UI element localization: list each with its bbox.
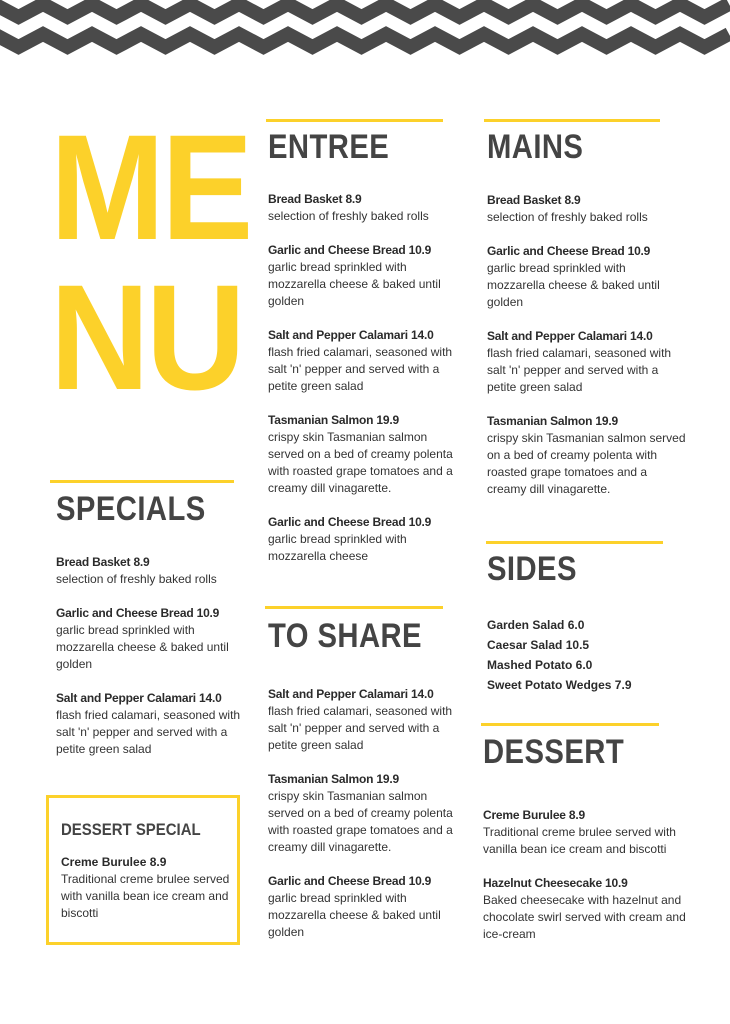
menu-item-name: Bread Basket 8.9 bbox=[487, 193, 581, 207]
menu-item bbox=[268, 686, 460, 754]
menu-item-description: flash fried calamari, seasoned with salt 'n' pepper and served with a petite green salad bbox=[487, 346, 672, 394]
menu-item bbox=[487, 243, 687, 311]
menu-item bbox=[268, 412, 458, 497]
sides-list bbox=[487, 615, 687, 695]
dessert-special-item-name: Creme Burulee 8.9 bbox=[61, 855, 167, 869]
to-share-heading: TO SHARE bbox=[268, 617, 423, 655]
menu-item-description: garlic bread sprinkled with mozzarella cheese & baked until golden bbox=[56, 623, 229, 671]
side-item: Sweet Potato Wedges 7.9 bbox=[487, 678, 632, 692]
entree-list bbox=[268, 191, 458, 582]
menu-item bbox=[268, 327, 458, 395]
menu-item-description: selection of freshly baked rolls bbox=[56, 572, 217, 586]
menu-item-description: garlic bread sprinkled with mozzarella cheese & baked until golden bbox=[268, 260, 441, 308]
menu-item-description: selection of freshly baked rolls bbox=[487, 210, 648, 224]
specials-rule bbox=[50, 480, 234, 483]
menu-title-line2: NU bbox=[50, 253, 242, 421]
menu-item-description: crispy skin Tasmanian salmon served on a bed of creamy polenta with roasted grape tomatoes and a creamy dill vinagarette. bbox=[268, 430, 453, 495]
mains-list bbox=[487, 192, 687, 515]
menu-item-name: Salt and Pepper Calamari 14.0 bbox=[268, 328, 434, 342]
entree-heading: ENTREE bbox=[268, 128, 390, 166]
menu-item-name: Garlic and Cheese Bread 10.9 bbox=[268, 515, 432, 529]
menu-item-name: Tasmanian Salmon 19.9 bbox=[268, 772, 399, 786]
menu-item bbox=[268, 242, 458, 310]
menu-item-description: garlic bread sprinkled with mozzarella cheese & baked until golden bbox=[487, 261, 660, 309]
menu-item bbox=[483, 875, 693, 943]
dessert-special-box bbox=[46, 795, 240, 945]
specials-list bbox=[56, 554, 246, 775]
specials-heading: SPECIALS bbox=[56, 490, 206, 528]
menu-item-name: Tasmanian Salmon 19.9 bbox=[268, 413, 399, 427]
menu-item bbox=[268, 191, 458, 225]
menu-item-name: Creme Burulee 8.9 bbox=[483, 808, 585, 822]
dessert-special-item-desc: Traditional creme brulee served with vanilla bean ice cream and biscotti bbox=[61, 872, 230, 920]
menu-item-name: Hazelnut Cheesecake 10.9 bbox=[483, 876, 628, 890]
menu-item-name: Salt and Pepper Calamari 14.0 bbox=[56, 691, 222, 705]
menu-item bbox=[487, 328, 687, 396]
menu-item-name: Salt and Pepper Calamari 14.0 bbox=[487, 329, 653, 343]
menu-item bbox=[56, 690, 246, 758]
menu-item-description: flash fried calamari, seasoned with salt 'n' pepper and served with a petite green salad bbox=[268, 345, 453, 393]
menu-item-description: Traditional creme brulee served with vanilla bean ice cream and biscotti bbox=[483, 825, 676, 856]
dessert-special-heading: DESSERT SPECIAL bbox=[61, 820, 201, 839]
menu-item bbox=[56, 605, 246, 673]
entree-rule bbox=[266, 119, 443, 122]
menu-item bbox=[268, 514, 458, 565]
menu-item-description: crispy skin Tasmanian salmon served on a bed of creamy polenta with roasted grape tomatoes and a creamy dill vinagarette. bbox=[487, 431, 686, 496]
menu-item-name: Bread Basket 8.9 bbox=[56, 555, 150, 569]
dessert-heading: DESSERT bbox=[483, 733, 625, 771]
sides-rule bbox=[486, 541, 663, 544]
side-item: Caesar Salad 10.5 bbox=[487, 638, 590, 652]
menu-item-description: garlic bread sprinkled with mozzarella cheese bbox=[268, 532, 407, 563]
menu-item-description: Baked cheesecake with hazelnut and chocolate swirl served with cream and ice-cream bbox=[483, 893, 686, 941]
menu-item-name: Garlic and Cheese Bread 10.9 bbox=[268, 243, 432, 257]
chevron-border bbox=[0, 0, 730, 62]
mains-rule bbox=[484, 119, 660, 122]
menu-item bbox=[268, 873, 460, 941]
menu-item-name: Garlic and Cheese Bread 10.9 bbox=[56, 606, 220, 620]
sides-heading: SIDES bbox=[487, 550, 577, 588]
menu-item bbox=[268, 771, 460, 856]
menu-item-name: Tasmanian Salmon 19.9 bbox=[487, 414, 618, 428]
menu-item bbox=[487, 192, 687, 226]
menu-item bbox=[487, 413, 687, 498]
menu-item-description: flash fried calamari, seasoned with salt 'n' pepper and served with a petite green salad bbox=[56, 708, 241, 756]
menu-item-description: selection of freshly baked rolls bbox=[268, 209, 429, 223]
dessert-list bbox=[483, 807, 693, 960]
to-share-list bbox=[268, 686, 460, 958]
to-share-rule bbox=[265, 606, 443, 609]
menu-title-line1: ME bbox=[50, 103, 250, 271]
side-item: Garden Salad 6.0 bbox=[487, 618, 585, 632]
menu-item-name: Garlic and Cheese Bread 10.9 bbox=[268, 874, 432, 888]
dessert-rule bbox=[481, 723, 659, 726]
menu-item-name: Bread Basket 8.9 bbox=[268, 192, 362, 206]
menu-item-description: crispy skin Tasmanian salmon served on a bed of creamy polenta with roasted grape tomatoes and a creamy dill vinagarette. bbox=[268, 789, 453, 854]
menu-item-name: Salt and Pepper Calamari 14.0 bbox=[268, 687, 434, 701]
mains-heading: MAINS bbox=[487, 128, 584, 166]
side-item: Mashed Potato 6.0 bbox=[487, 658, 593, 672]
menu-item bbox=[56, 554, 246, 588]
menu-item-name: Garlic and Cheese Bread 10.9 bbox=[487, 244, 651, 258]
menu-item bbox=[483, 807, 693, 858]
menu-item-description: garlic bread sprinkled with mozzarella cheese & baked until golden bbox=[268, 891, 441, 939]
menu-item-description: flash fried calamari, seasoned with salt 'n' pepper and served with a petite green salad bbox=[268, 704, 453, 752]
